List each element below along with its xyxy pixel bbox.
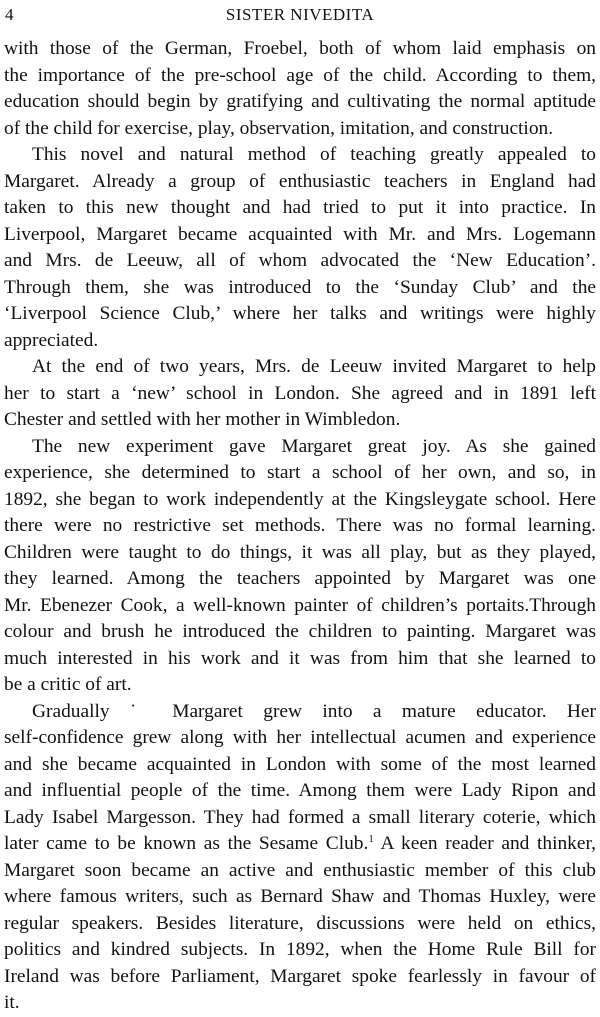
text-line: and she became acquainted in London with some of the most learned: [4, 753, 596, 775]
text-line: Children were taught to do things, it was all play, but as they played,: [4, 541, 596, 563]
text-line: Through them, she was introduced to the ‘Sunday Club’ and the: [4, 276, 596, 298]
text-line: Gradually ˙ Margaret grew into a mature educator. Her: [32, 700, 596, 722]
body-text: [4, 36, 596, 1017]
page-number: 4: [5, 5, 14, 24]
paragraph: [4, 434, 596, 699]
text-line: 1892, she began to work independently at the Kingsleygate school. Here: [4, 488, 596, 510]
text-line: and influential people of the time. Among them were Lady Ripon and: [4, 780, 596, 801]
text-line: appreciated.: [4, 329, 99, 351]
text-line: where famous writers, such as Bernard Shaw and Thomas Huxley, were: [4, 886, 596, 907]
text-line: ‘Liverpool Science Club,’ where her talks and writings were highly: [4, 303, 596, 324]
text-line: with those of the German, Froebel, both of whom laid emphasis on: [4, 38, 596, 59]
text-line: her to start a ‘new’ school in London. She agreed and in 1891 left: [4, 382, 596, 404]
text-line: Chester and settled with her mother in Wimbledon.: [4, 409, 401, 430]
text-line: Margaret. Already a group of enthusiastic teachers in England had: [4, 170, 596, 192]
text-line: taken to this new thought and had tried to put it into practice. In: [4, 197, 596, 218]
text-segment: later came to be known as the Sesame Club.: [4, 833, 369, 854]
text-line: Lady Isabel Margesson. They had formed a small literary coterie, which: [4, 806, 596, 828]
text-line: regular speakers. Besides literature, discussions were held on ethics,: [4, 912, 596, 934]
text-line: colour and brush he introduced the children to painting. Margaret was: [4, 621, 596, 642]
running-title: SISTER NIVEDITA: [225, 5, 375, 24]
text-line: Ireland was before Parliament, Margaret spoke fearlessly in favour of: [4, 965, 596, 987]
text-line: be a critic of art.: [4, 674, 132, 695]
paragraph: [4, 354, 596, 434]
text-line: Margaret soon became an active and enthusiastic member of this club: [4, 859, 596, 881]
text-line: The new experiment gave Margaret great joy. As she gained: [32, 435, 596, 457]
text-line: they learned. Among the teachers appointed by Margaret was one: [4, 568, 596, 589]
text-line: Liverpool, Margaret became acquainted with Mr. and Mrs. Logemann: [4, 223, 596, 245]
text-line: there were no restrictive set methods. There was no formal learning.: [4, 515, 596, 536]
text-line: politics and kindred subjects. In 1892, when the Home Rule Bill for: [4, 939, 596, 960]
text-line: This novel and natural method of teaching greatly appealed to: [32, 144, 596, 165]
text-line: and Mrs. de Leeuw, all of whom advocated the ‘New Education’.: [4, 250, 596, 271]
text-line: it.: [4, 992, 20, 1013]
text-line: much interested in his work and it was from him that she learned to: [4, 647, 596, 669]
footnote-marker: 1: [368, 833, 374, 845]
paragraph: [4, 142, 596, 354]
page-header: [0, 4, 600, 26]
text-segment: A keen reader and thinker,: [373, 833, 596, 854]
paragraph: [4, 36, 596, 142]
text-line: education should begin by gratifying and cultivating the normal aptitude: [4, 91, 596, 112]
text-line: of the child for exercise, play, observation, imitation, and construction.: [4, 117, 554, 139]
text-line: experience, she determined to start a school of her own, and so, in: [4, 462, 596, 483]
paragraph: [4, 699, 596, 1017]
text-line: Mr. Ebenezer Cook, a well-known painter of children’s portaits.Through: [4, 594, 596, 616]
text-line-with-footnote: [4, 831, 596, 858]
text-line: self-confidence grew along with her intellectual acumen and experience: [4, 727, 596, 748]
text-line: At the end of two years, Mrs. de Leeuw invited Margaret to help: [32, 356, 596, 377]
text-line: the importance of the pre-school age of the child. According to them,: [4, 64, 596, 86]
